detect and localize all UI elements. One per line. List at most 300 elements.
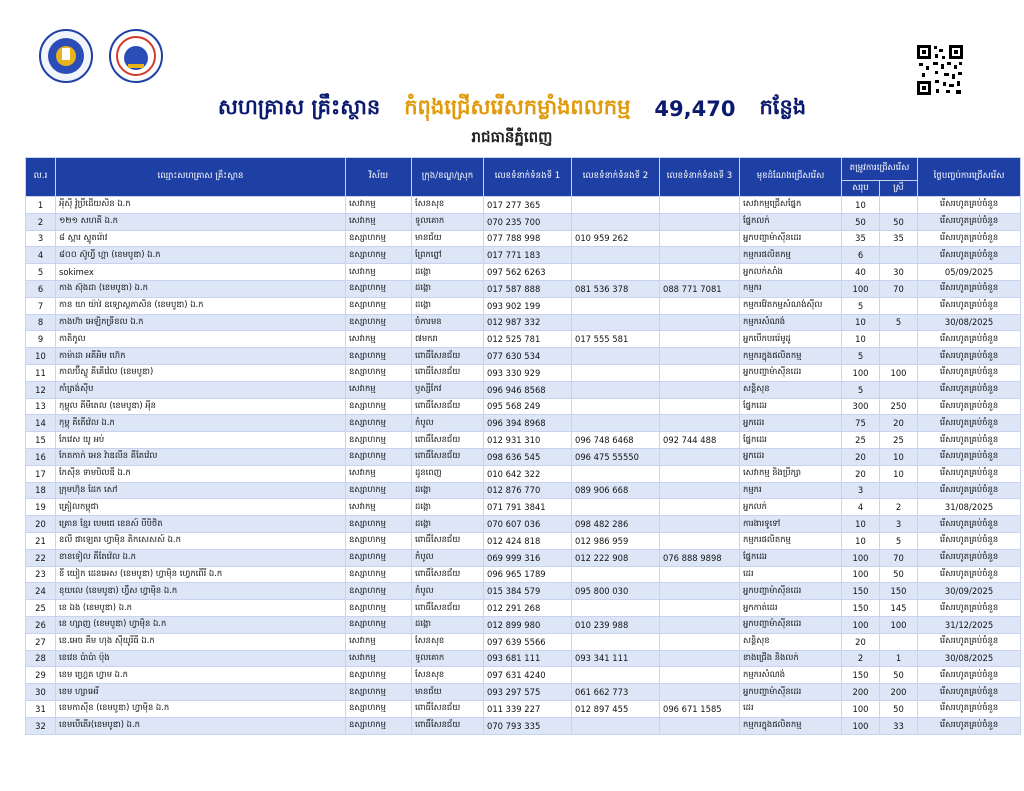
cell-female: 35 [880,230,918,247]
cell-deadline: រើសរហូតគ្រប់ចំនួន [918,684,1021,701]
cell-phone2: 010 959 262 [572,230,660,247]
cell-no: 14 [26,415,56,432]
cell-sector: ឧស្សាហកម្ម [346,684,412,701]
cell-sector: ឧស្សាហកម្ម [346,532,412,549]
cell-position: អ្នកលក់សាំង [740,264,842,281]
cell-phone1: 077 630 534 [484,348,572,365]
cell-position: អ្នកលក់ [740,499,842,516]
cell-total: 300 [842,398,880,415]
cell-district: ទូលគោក [412,650,484,667]
cell-sector: ឧស្សាហកម្ម [346,448,412,465]
cell-female: 50 [880,566,918,583]
cell-phone1: 011 339 227 [484,700,572,717]
cell-phone3 [660,331,740,348]
cell-district: កំបូល [412,583,484,600]
cell-phone1: 012 931 310 [484,432,572,449]
cell-phone1: 071 791 3841 [484,499,572,516]
cell-deadline: 31/12/2025 [918,616,1021,633]
cell-no: 31 [26,700,56,717]
cell-sector: សេវាកម្ម [346,465,412,482]
cell-sector: ឧស្សាហកម្ម [346,432,412,449]
table-row [26,600,1021,617]
cell-district: ពោធិ៍សែនជ័យ [412,566,484,583]
cell-position: កម្មករ [740,482,842,499]
table-row [26,314,1021,331]
cell-position: ផ្នែកដេរ [740,432,842,449]
cell-phone1: 093 681 111 [484,650,572,667]
cell-district: មានជ័យ [412,684,484,701]
cell-phone1: 095 568 249 [484,398,572,415]
cell-phone3 [660,499,740,516]
cell-phone3 [660,516,740,533]
cell-total: 100 [842,364,880,381]
cell-name: ខី យៀក ដេនអេស (ខេមបូឌា) ហ្វាម៉ិន ហ្វេកពើរី ឯ.ក [56,566,346,583]
table-row [26,247,1021,264]
cell-phone1: 069 999 316 [484,549,572,566]
cell-sector: ឧស្សាហកម្ម [346,415,412,432]
cell-female: 70 [880,549,918,566]
table-row [26,633,1021,650]
cell-female: 50 [880,213,918,230]
cell-sector: ឧស្សាហកម្ម [346,482,412,499]
cell-phone2 [572,264,660,281]
cell-sector: ឧស្សាហកម្ម [346,314,412,331]
cell-phone3 [660,583,740,600]
job-table [25,157,1021,735]
cell-deadline: រើសរហូតគ្រប់ចំនួន [918,532,1021,549]
cell-deadline: រើសរហូតគ្រប់ចំនួន [918,348,1021,365]
cell-deadline: រើសរហូតគ្រប់ចំនួន [918,197,1021,214]
cell-name: ខុយលេ (ខេមបូឌា) ហ្វឹស ហ្វាម៉ិន ឯ.ក [56,583,346,600]
cell-phone1: 070 793 335 [484,717,572,734]
cell-deadline: 30/09/2025 [918,583,1021,600]
cell-phone2 [572,499,660,516]
cell-deadline: រើសរហូតគ្រប់ចំនួន [918,549,1021,566]
cell-deadline: 30/08/2025 [918,650,1021,667]
cell-deadline: រើសរហូតគ្រប់ចំនួន [918,213,1021,230]
table-row [26,583,1021,600]
cell-total: 75 [842,415,880,432]
cell-district: សែនសុខ [412,667,484,684]
table-row [26,465,1021,482]
table-row [26,684,1021,701]
cell-no: 32 [26,717,56,734]
cell-position: សេវាកម្ម និងប្រឹក្សា [740,465,842,482]
cell-sector: សេវាកម្ម [346,650,412,667]
cell-female: 100 [880,364,918,381]
cell-name: កុម្ពុ គីតើវ៉េល ឯ.ក [56,415,346,432]
cell-female: 20 [880,415,918,432]
cell-phone3 [660,532,740,549]
cell-phone2: 089 906 668 [572,482,660,499]
cell-sector: ឧស្សាហកម្ម [346,398,412,415]
cell-deadline: រើសរហូតគ្រប់ចំនួន [918,230,1021,247]
cell-phone2 [572,314,660,331]
table-row [26,213,1021,230]
cell-phone1: 012 876 770 [484,482,572,499]
cell-phone1: 097 562 6263 [484,264,572,281]
cell-district: ទូលគោក [412,213,484,230]
cell-name: កាងហ៊ា អេឡិកទ្រីខល ឯ.ក [56,314,346,331]
cell-district: សែនសុខ [412,197,484,214]
cell-position: កម្មករសំណង់ [740,667,842,684]
cell-district: ដង្កោ [412,499,484,516]
cell-phone2: 096 748 6468 [572,432,660,449]
cell-female: 150 [880,583,918,600]
cell-sector: ឧស្សាហកម្ម [346,247,412,264]
cell-total: 10 [842,532,880,549]
cell-sector: សេវាកម្ម [346,633,412,650]
cell-position: កម្មករក្នុងផលិតកម្ម [740,348,842,365]
cell-name: ក្រុមហ៊ុន ដែក សៅ [56,482,346,499]
cell-position: អ្នកដេរ [740,415,842,432]
cell-phone2 [572,348,660,365]
col-position: មុខដំណែងជ្រើសរើស [740,158,842,197]
cell-name: អុីស៊ី វ៉ូប្រឺដើយសិន ឯ.ក [56,197,346,214]
cell-name: គ្រោន ខ្មែរ បេមជេ ខេនស៍ បីបិថិត [56,516,346,533]
table-row [26,616,1021,633]
cell-no: 26 [26,616,56,633]
cell-no: 1 [26,197,56,214]
cell-district: ដង្កោ [412,264,484,281]
col-female: ស្រី [880,181,918,197]
cell-phone2 [572,465,660,482]
table-row [26,717,1021,734]
cell-sector: សេវាកម្ម [346,499,412,516]
cell-deadline: រើសរហូតគ្រប់ចំនួន [918,247,1021,264]
col-total: សរុប [842,181,880,197]
cell-total: 40 [842,264,880,281]
cell-phone1: 096 394 8968 [484,415,572,432]
cell-deadline: 31/08/2025 [918,499,1021,516]
cell-district: ពោធិ៍សែនជ័យ [412,600,484,617]
cell-phone3 [660,448,740,465]
cell-total: 35 [842,230,880,247]
cell-position: ផ្នែកដេរ [740,549,842,566]
cell-deadline: រើសរហូតគ្រប់ចំនួន [918,364,1021,381]
cell-district: សែនសុខ [412,633,484,650]
cell-phone1: 012 424 818 [484,532,572,549]
cell-total: 150 [842,667,880,684]
cell-phone2 [572,600,660,617]
col-deadline: ថ្ងៃបញ្ចប់ការជ្រើសរើស [918,158,1021,197]
cell-total: 5 [842,348,880,365]
cell-phone1: 010 642 322 [484,465,572,482]
cell-female: 2 [880,499,918,516]
cell-phone1: 017 277 365 [484,197,572,214]
table-row [26,566,1021,583]
cell-sector: ឧស្សាហកម្ម [346,348,412,365]
cell-phone3 [660,264,740,281]
cell-sector: ឧស្សាហកម្ម [346,667,412,684]
cell-phone3 [660,566,740,583]
cell-position: កម្មករវ៉ែតកម្មសំណង់ស៊ីល [740,297,842,314]
cell-phone1: 098 636 545 [484,448,572,465]
cell-phone1: 017 771 183 [484,247,572,264]
cell-deadline: រើសរហូតគ្រប់ចំនួន [918,448,1021,465]
cell-sector: សេវាកម្ម [346,264,412,281]
cell-district: ដង្កោ [412,280,484,297]
cell-no: 29 [26,667,56,684]
cell-female: 5 [880,532,918,549]
cell-deadline: រើសរហូតគ្រប់ចំនួន [918,667,1021,684]
col-need: តម្រូវការជ្រើសរើស [842,158,918,181]
cell-district: ពោធិ៍សែនជ័យ [412,532,484,549]
cell-phone3 [660,398,740,415]
cell-position: អ្នកបញ្ជាម៉ាស៊ីនដេរ [740,364,842,381]
cell-phone2: 061 662 773 [572,684,660,701]
cell-phone3 [660,600,740,617]
cell-phone2: 012 222 908 [572,549,660,566]
cell-sector: សេវាកម្ម [346,213,412,230]
cell-female [880,482,918,499]
cell-total: 5 [842,381,880,398]
cell-district: មានជ័យ [412,230,484,247]
cell-position: សន្តិសុខ [740,381,842,398]
cell-district: ដូនពេញ [412,465,484,482]
title-sub: កំពុងជ្រើសរើសកម្លាំងពលកម្ម [404,94,631,119]
cell-phone2 [572,633,660,650]
cell-no: 27 [26,633,56,650]
cell-total: 200 [842,684,880,701]
cell-phone3: 092 744 488 [660,432,740,449]
cell-phone1: 017 587 888 [484,280,572,297]
cell-deadline: រើសរហូតគ្រប់ចំនួន [918,381,1021,398]
cell-deadline: រើសរហូតគ្រប់ចំនួន [918,516,1021,533]
cell-sector: ឧស្សាហកម្ម [346,516,412,533]
cell-female: 70 [880,280,918,297]
cell-name: កាន យា យ៉ាវ់ ឧទ្យោស្ថភាសិន (ខេមបូឌា) ឯ.ក [56,297,346,314]
cell-deadline: រើសរហូតគ្រប់ចំនួន [918,465,1021,482]
cell-no: 28 [26,650,56,667]
col-phone2: លេខទំនាក់ទំនងទី 2 [572,158,660,197]
cell-female: 33 [880,717,918,734]
logo-group [38,28,164,84]
cell-female [880,633,918,650]
cell-phone1: 012 525 781 [484,331,572,348]
cell-total: 100 [842,616,880,633]
table-row [26,532,1021,549]
cell-district: ពោធិ៍សែនជ័យ [412,348,484,365]
cell-name: កាង ស៊ុងដា (ខេមបូឌា) ឯ.ក [56,280,346,297]
table-row [26,280,1021,297]
cell-phone3 [660,650,740,667]
cell-female: 30 [880,264,918,281]
cell-deadline: រើសរហូតគ្រប់ចំនួន [918,633,1021,650]
col-name: ឈ្មោះសហគ្រាស គ្រឹះស្ថាន [56,158,346,197]
cell-total: 10 [842,331,880,348]
cell-phone3 [660,364,740,381]
cell-position: អ្នកបើកបររ៉េមូដូ [740,331,842,348]
cell-female: 3 [880,516,918,533]
cell-district: ឫស្សីកែវ [412,381,484,398]
cell-phone2 [572,247,660,264]
cell-no: 16 [26,448,56,465]
cell-no: 23 [26,566,56,583]
cell-female: 145 [880,600,918,617]
cell-position: សន្តិសុខ [740,633,842,650]
cell-sector: ឧស្សាហកម្ម [346,230,412,247]
cell-total: 100 [842,549,880,566]
cell-phone2: 095 800 030 [572,583,660,600]
cell-position: អ្នកកាត់ដេរ [740,600,842,617]
table-row [26,331,1021,348]
cell-phone1: 093 297 575 [484,684,572,701]
cell-position: ផ្នែកលក់ [740,213,842,230]
cell-female: 50 [880,667,918,684]
cell-name: ខេវេន ប៉ាប៉ា ប៉ុង [56,650,346,667]
cell-sector: ឧស្សាហកម្ម [346,566,412,583]
cell-phone2: 093 341 111 [572,650,660,667]
cell-position: កម្មករ [740,280,842,297]
cell-district: ពោធិ៍សែនជ័យ [412,398,484,415]
cell-district: ពោធិ៍សែនជ័យ [412,717,484,734]
cell-total: 10 [842,516,880,533]
cell-name: ៨ ស្តារ ស្ទូតរ៉ោវ [56,230,346,247]
cell-name: កែតកាក់ អេន វ៉ាឌលីន គីតែវ៉េល [56,448,346,465]
cell-phone2 [572,566,660,583]
cell-phone1: 097 639 5566 [484,633,572,650]
qr-code[interactable] [916,44,964,96]
cell-no: 3 [26,230,56,247]
cell-total: 50 [842,213,880,230]
cell-phone2 [572,197,660,214]
table-row [26,398,1021,415]
cell-name: sokimex [56,264,346,281]
cell-position: ផ្នែកដេរ [740,398,842,415]
cell-position: កម្មករក្នុងផលិតកម្ម [740,717,842,734]
cell-name: គ្រៀលកម្ពុជា [56,499,346,516]
cell-female: 5 [880,314,918,331]
table-row [26,700,1021,717]
col-sector: វិស័យ [346,158,412,197]
cell-phone3: 076 888 9898 [660,549,740,566]
cell-phone2 [572,381,660,398]
cell-total: 6 [842,247,880,264]
cell-district: ចំការមន [412,314,484,331]
cell-district: ដង្កោ [412,616,484,633]
cell-total: 20 [842,465,880,482]
cell-phone1: 077 788 998 [484,230,572,247]
col-phone1: លេខទំនាក់ទំនងទី 1 [484,158,572,197]
cell-phone2 [572,415,660,432]
cell-deadline: រើសរហូតគ្រប់ចំនួន [918,331,1021,348]
cell-no: 30 [26,684,56,701]
cell-no: 15 [26,432,56,449]
cell-female [880,247,918,264]
cell-deadline: រើសរហូតគ្រប់ចំនួន [918,700,1021,717]
cell-phone3 [660,230,740,247]
cell-deadline: 05/09/2025 [918,264,1021,281]
cell-phone3 [660,717,740,734]
title-total: 49,470 [654,97,736,121]
cell-name: ខេ.អេច គីម ហុង ស៊ីយូរីធី ឯ.ក [56,633,346,650]
cell-no: 21 [26,532,56,549]
cell-no: 12 [26,381,56,398]
col-district: ក្រុង/ខណ្ឌ/ស្រុក [412,158,484,197]
cell-district: ពោធិ៍សែនជ័យ [412,700,484,717]
cell-total: 25 [842,432,880,449]
table-row [26,549,1021,566]
cell-phone3 [660,633,740,650]
cell-no: 7 [26,297,56,314]
cell-phone2: 096 475 55550 [572,448,660,465]
cell-female: 250 [880,398,918,415]
cell-phone1: 070 607 036 [484,516,572,533]
cell-phone2: 010 239 988 [572,616,660,633]
table-row [26,297,1021,314]
cell-district: កំបូល [412,415,484,432]
cell-name: ខេមបើតើរ(ខេមបូឌា) ឯ.ក [56,717,346,734]
cell-position: ការងារទូទៅ [740,516,842,533]
cell-district: ពោធិ៍សែនជ័យ [412,432,484,449]
cell-phone3 [660,297,740,314]
cell-phone3 [660,197,740,214]
cell-phone1: 012 899 980 [484,616,572,633]
cell-phone3 [660,482,740,499]
cell-sector: ឧស្សាហកម្ម [346,364,412,381]
table-row [26,482,1021,499]
cell-district: ដង្កោ [412,516,484,533]
cell-total: 3 [842,482,880,499]
title-unit: កន្លែង [759,94,807,119]
cell-total: 20 [842,448,880,465]
cell-position: ដេរ [740,700,842,717]
cell-total: 150 [842,600,880,617]
cell-female: 10 [880,448,918,465]
cell-deadline: រើសរហូតគ្រប់ចំនួន [918,280,1021,297]
cell-total: 4 [842,499,880,516]
cell-total: 100 [842,566,880,583]
cell-phone3 [660,314,740,331]
cell-district: កំបូល [412,549,484,566]
cell-female [880,381,918,398]
cell-female: 25 [880,432,918,449]
cell-district: ពោធិ៍សែនជ័យ [412,448,484,465]
cell-position: អ្នកបញ្ជាម៉ាស៊ីនដេរ [740,583,842,600]
cell-phone3 [660,616,740,633]
cell-total: 100 [842,717,880,734]
cell-no: 25 [26,600,56,617]
cell-female: 1 [880,650,918,667]
cell-position: អ្នកបញ្ជាម៉ាស៊ីនដេរ [740,684,842,701]
table-row [26,448,1021,465]
table-row [26,264,1021,281]
cell-no: 22 [26,549,56,566]
cell-no: 5 [26,264,56,281]
cell-female [880,331,918,348]
cell-sector: ឧស្សាហកម្ម [346,600,412,617]
cell-deadline: រើសរហូតគ្រប់ចំនួន [918,600,1021,617]
cell-no: 20 [26,516,56,533]
cell-position: ខាងជ្រើង និងលក់ [740,650,842,667]
cell-name: ១២១ សហគី ឯ.ក [56,213,346,230]
cell-name: ខេម ហ្គ្រេត ហ្វាម ឯ.ក [56,667,346,684]
cell-total: 100 [842,280,880,297]
cell-name: កែស៊ីន ទាមបិលឌី ឯ.ក [56,465,346,482]
cell-female [880,348,918,365]
cell-phone2 [572,667,660,684]
city-subtitle: រាជធានីភ្នំពេញ [471,128,553,146]
cell-position: អ្នកបញ្ជាម៉ាស៊ីនដេរ [740,230,842,247]
cell-district: ពោធិ៍សែនជ័យ [412,364,484,381]
cell-name: កាតិកូល [56,331,346,348]
cell-phone1: 093 330 929 [484,364,572,381]
cell-phone2 [572,398,660,415]
cell-name: កាម៉ាដា អគីអិម ហ៊េក [56,348,346,365]
cell-sector: ឧស្សាហកម្ម [346,583,412,600]
cell-phone2: 017 555 581 [572,331,660,348]
